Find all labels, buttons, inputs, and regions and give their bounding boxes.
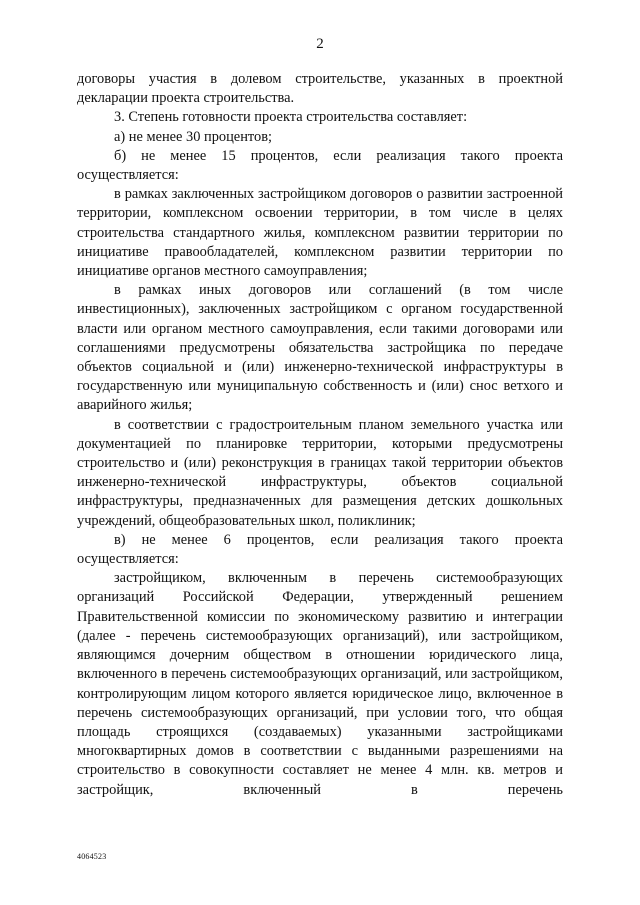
paragraph: б) не менее 15 процентов, если реализация такого проекта осуществляется: [77, 147, 563, 184]
paragraph: в) не менее 6 процентов, если реализация такого проекта осуществляется: [77, 531, 563, 568]
paragraph: застройщиком, включенным в перечень системообразующих организаций Российской Федерации, утвержденный решением Правительственной комиссии по экономическому развитию и интеграции (далее - перечень системообразующих организаций), или застройщиком, являющимся дочерним обществом в отношении юридического лица, включенного в перечень системообразующих организаций, или застройщиком, контролирующим лицом которого является юридическое лицо, включенное в перечень системообразующих организаций, при условии того, что общая площадь строящихся (создаваемых) указанными застройщиками многоквартирных домов в соответствии с выданными разрешениями на строительство в совокупности составляет не менее 4 млн. кв. метров и застройщик, включенный в перечень [77, 570, 563, 798]
page-number: 2 [316, 36, 324, 52]
paragraph: в соответствии с градостроительным планом земельного участка или документацией по планировке территории, которыми предусмотрены строительство и (или) реконструкция в границах такой территории объектов инженерно-технической инфраструктуры, объектов социальной инфраструктуры, предназначенных для размещения детских дошкольных учреждений, общеобразовательных школ, поликлиник; [77, 416, 563, 529]
paragraph: а) не менее 30 процентов; [114, 128, 272, 145]
paragraph: в рамках иных договоров или соглашений (в том числе инвестиционных), заключенных застройщиком с органом государственной власти или органом местного самоуправления, если такими договорами или соглашениями предусмотрены обязательства застройщика по передаче объектов социальной и (или) инженерно-технической инфраструктуры в государственную или муниципальную собственность и (или) снос ветхого и аварийного жилья; [77, 282, 563, 414]
paragraph: в рамках заключенных застройщиком договоров о развитии застроенной территории, комплексном освоении территории, в том числе в целях строительства стандартного жилья, комплексном развитии территории по инициативе правообладателей, комплексном развитии территории по инициативе органов местного самоуправления; [77, 186, 563, 280]
paragraph: договоры участия в долевом строительстве, указанных в проектной декларации проекта строительства. [77, 71, 563, 107]
paragraph: 3. Степень готовности проекта строительства составляет: [114, 109, 468, 126]
document-body [77, 70, 563, 800]
document-code: 4064523 [77, 852, 107, 861]
